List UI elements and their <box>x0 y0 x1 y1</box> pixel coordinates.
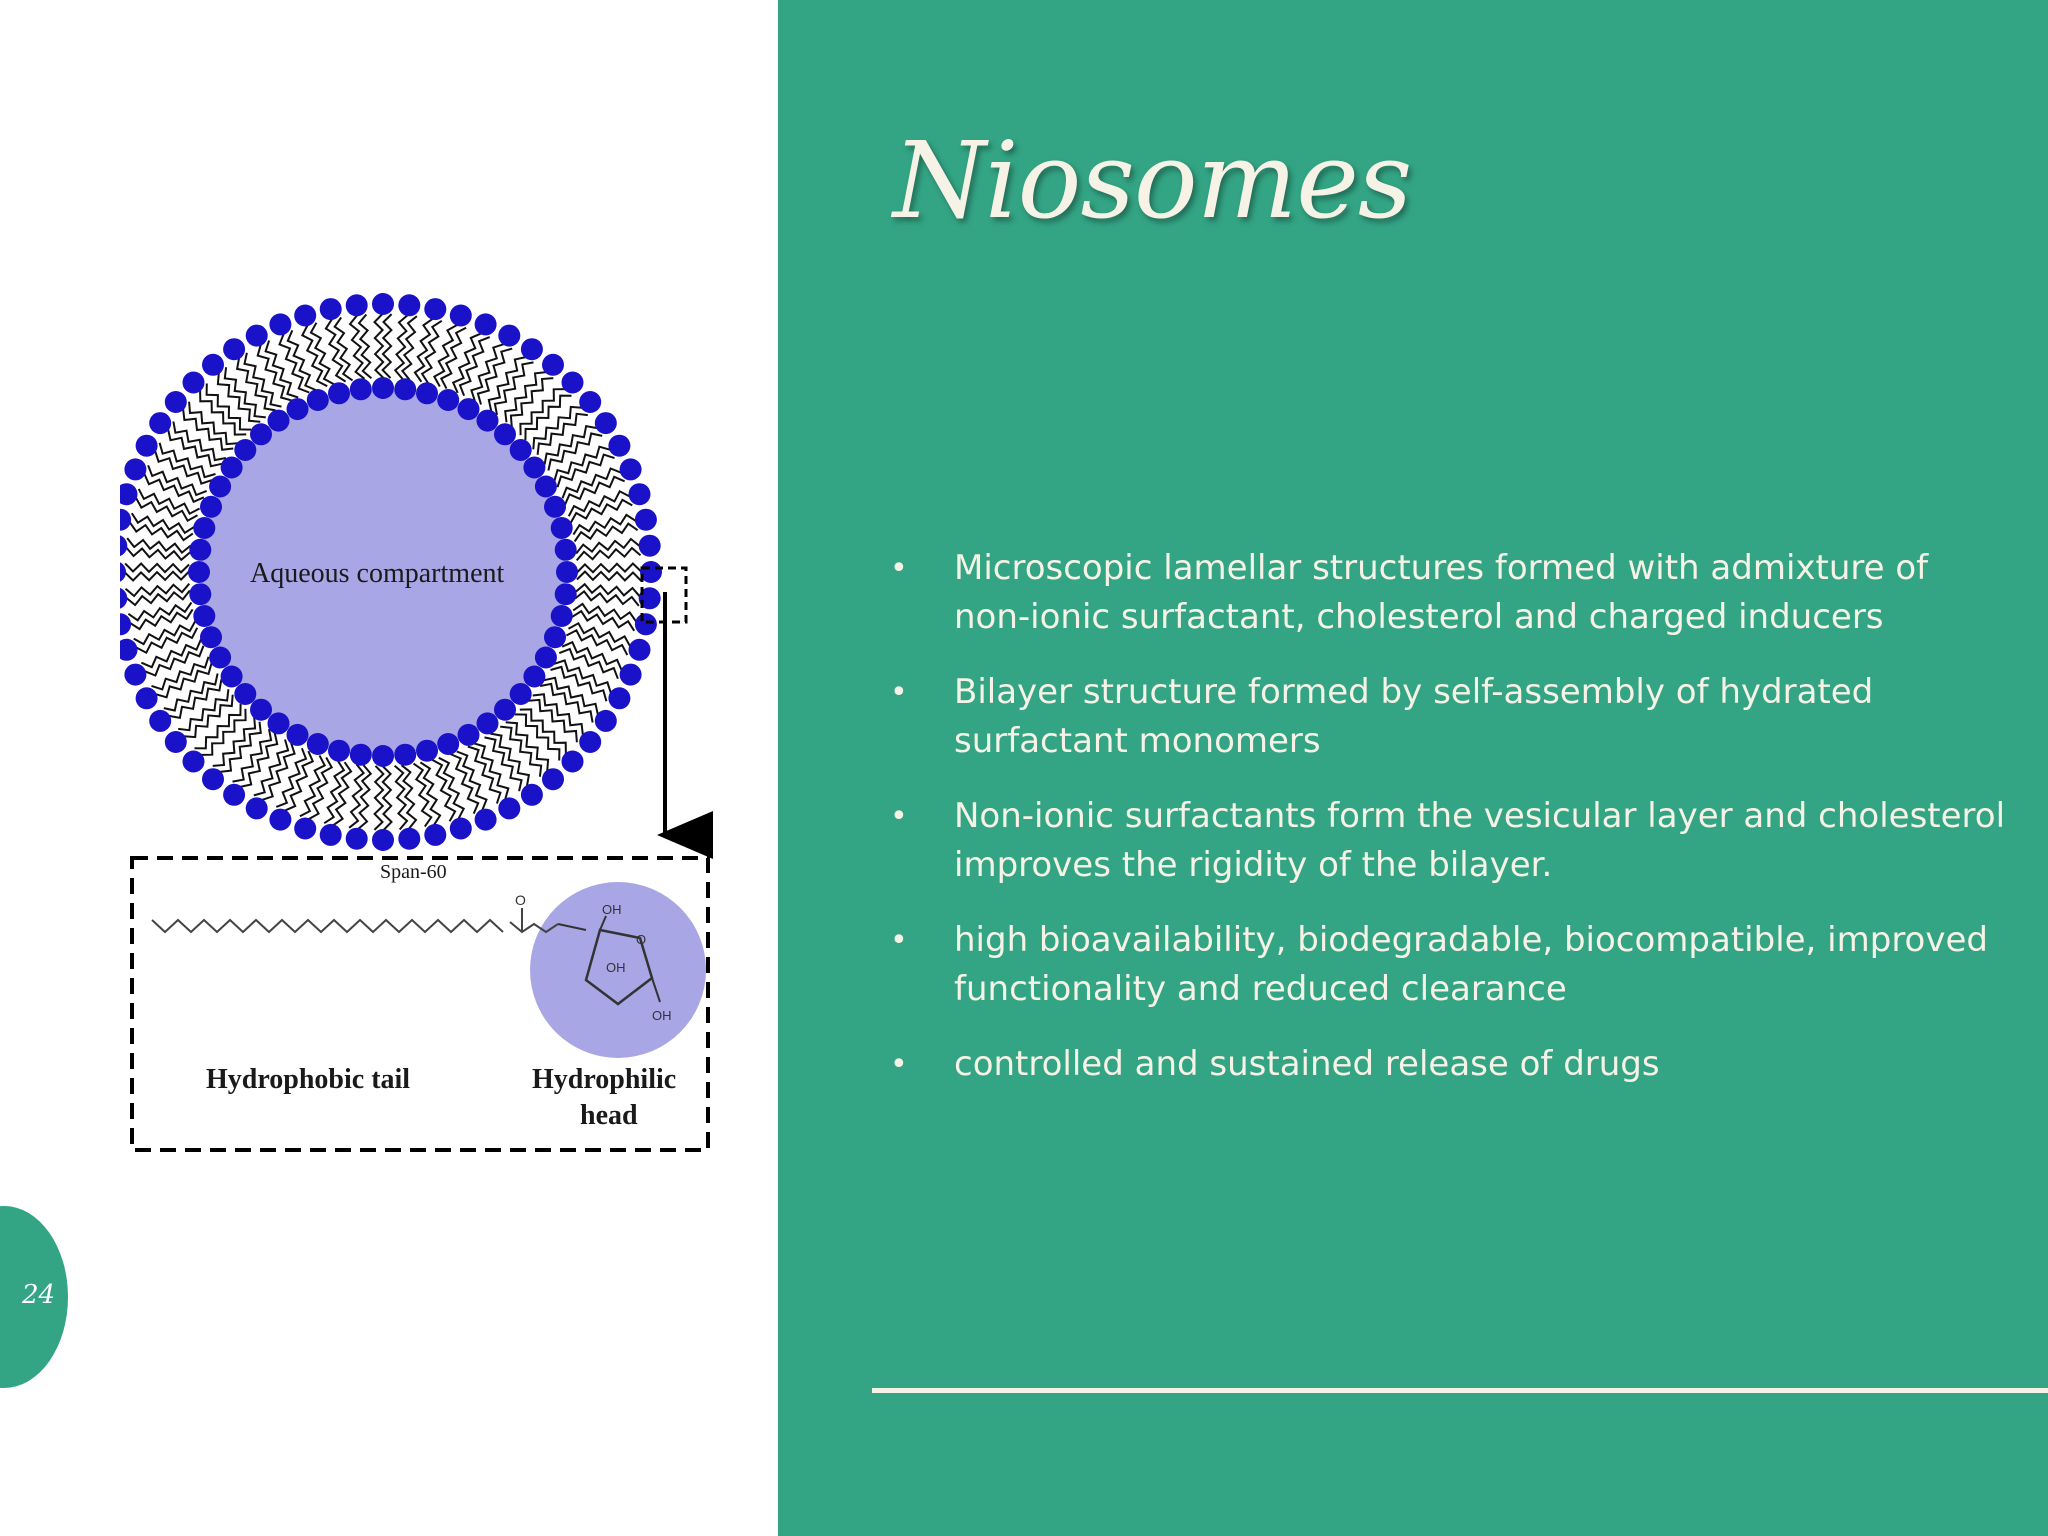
inner-lipid-head <box>437 733 459 755</box>
outer-lipid-head <box>124 458 146 480</box>
lipid-tail <box>285 751 313 811</box>
inner-lipid-head <box>437 389 459 411</box>
inner-lipid-head <box>556 561 578 583</box>
outer-lipid-head <box>639 535 661 557</box>
outer-lipid-head <box>620 458 642 480</box>
outer-lipid-head <box>120 509 131 531</box>
outer-lipid-head <box>223 784 245 806</box>
outer-lipid-head <box>183 372 205 394</box>
oh-label-2: OH <box>606 960 626 975</box>
inner-lipid-head <box>209 476 231 498</box>
inner-lipid-head <box>188 561 210 583</box>
outer-lipid-head <box>579 391 601 413</box>
outer-lipid-head <box>120 613 131 635</box>
inner-lipid-head <box>234 439 256 461</box>
inner-lipid-head <box>535 476 557 498</box>
bullet-item <box>886 916 2006 1014</box>
outer-lipid-head <box>475 313 497 335</box>
inner-lipid-head <box>555 539 577 561</box>
inner-lipid-head <box>189 583 211 605</box>
outer-lipid-head <box>498 797 520 819</box>
outer-lipid-head <box>372 829 394 851</box>
inner-lipid-head <box>307 733 329 755</box>
outer-lipid-head <box>136 435 158 457</box>
outer-lipid-head <box>521 784 543 806</box>
outer-lipid-head <box>120 535 127 557</box>
outer-lipid-head <box>165 731 187 753</box>
lipid-tail <box>474 743 508 799</box>
inner-lipid-head <box>494 699 516 721</box>
inner-lipid-head <box>221 457 243 479</box>
outer-lipid-head <box>149 710 171 732</box>
bullet-dot-icon: • <box>890 799 908 834</box>
lipid-tail <box>485 737 522 791</box>
inner-lipid-head <box>350 744 372 766</box>
outer-lipid-head <box>608 687 630 709</box>
oh-label-3: OH <box>652 1008 672 1023</box>
outer-lipid-head <box>450 818 472 840</box>
hydrophilic-head-label-1: Hydrophilic <box>532 1064 677 1095</box>
inner-lipid-head <box>416 740 438 762</box>
bullet-item <box>886 668 2006 766</box>
carbonyl-o-label: O <box>515 892 526 908</box>
outer-lipid-head <box>608 435 630 457</box>
inner-lipid-head <box>544 496 566 518</box>
outer-lipid-head <box>246 797 268 819</box>
outer-lipid-head <box>498 325 520 347</box>
outer-lipid-head <box>372 293 394 315</box>
inner-lipid-head <box>555 583 577 605</box>
oh-label-1: OH <box>602 902 622 917</box>
bullet-text: Non-ionic surfactants form the vesicular layer and cholesterol improves the rigidity of the bilayer. <box>954 796 2006 885</box>
inner-lipid-head <box>268 410 290 432</box>
lipid-tail <box>125 572 189 581</box>
hydrophobic-tail-chain <box>152 920 503 932</box>
bullet-item <box>886 544 2006 642</box>
outer-lipid-head <box>202 354 224 376</box>
bullet-dot-icon: • <box>890 551 908 586</box>
outer-lipid-head <box>246 325 268 347</box>
lipid-tail <box>577 564 641 573</box>
outer-lipid-head <box>595 710 617 732</box>
lipid-tail <box>548 434 602 471</box>
inner-lipid-head <box>458 398 480 420</box>
inner-lipid-head <box>328 740 350 762</box>
lipid-tail <box>144 474 204 502</box>
inner-lipid-head <box>551 605 573 627</box>
outer-lipid-head <box>620 664 642 686</box>
niosome-svg <box>120 280 740 1180</box>
bottom-rule <box>872 1388 2048 1393</box>
outer-lipid-head <box>579 731 601 753</box>
bullet-dot-icon: • <box>890 923 908 958</box>
inner-lipid-head <box>535 647 557 669</box>
outer-lipid-head <box>149 412 171 434</box>
outer-lipid-head <box>595 412 617 434</box>
outer-lipid-head <box>629 639 651 661</box>
outer-lipid-head <box>562 372 584 394</box>
outer-lipid-head <box>398 828 420 850</box>
bullet-text: controlled and sustained release of drugs <box>954 1044 1660 1084</box>
inner-lipid-head <box>477 712 499 734</box>
bullet-text: Bilayer structure formed by self-assembly of hydrated surfactant monomers <box>954 672 1874 761</box>
inner-lipid-head <box>234 683 256 705</box>
outer-lipid-head <box>120 639 138 661</box>
inner-lipid-head <box>221 666 243 688</box>
outer-lipid-head <box>183 751 205 773</box>
lipid-tail <box>383 766 392 830</box>
outer-lipid-head <box>346 294 368 316</box>
bullet-dot-icon: • <box>890 1047 908 1082</box>
inner-lipid-head <box>394 378 416 400</box>
inner-lipid-head <box>250 699 272 721</box>
outer-lipid-head <box>202 768 224 790</box>
inner-lipid-head <box>193 605 215 627</box>
inner-lipid-head <box>416 382 438 404</box>
lipid-tail <box>245 353 282 407</box>
outer-lipid-head <box>124 664 146 686</box>
inner-lipid-head <box>250 423 272 445</box>
outer-lipid-head <box>269 809 291 831</box>
outer-lipid-head <box>562 751 584 773</box>
inner-lipid-head <box>551 517 573 539</box>
lipid-tail <box>375 314 384 378</box>
inner-lipid-head <box>494 423 516 445</box>
slide-title: Niosomes <box>893 119 1412 242</box>
outer-lipid-head <box>521 338 543 360</box>
outer-lipid-head <box>424 824 446 846</box>
lipid-tail <box>156 663 212 697</box>
lipid-tail <box>554 447 610 481</box>
outer-lipid-head <box>320 824 342 846</box>
inner-lipid-head <box>287 398 309 420</box>
inner-lipid-head <box>510 439 532 461</box>
aqueous-label: Aqueous compartment <box>250 558 505 589</box>
inner-lipid-head <box>372 377 394 399</box>
outer-lipid-head <box>165 391 187 413</box>
outer-lipid-head <box>542 354 564 376</box>
lipid-tail <box>164 674 218 711</box>
inner-lipid-head <box>189 539 211 561</box>
outer-lipid-head <box>346 828 368 850</box>
outer-lipid-head <box>475 809 497 831</box>
inner-lipid-head <box>372 745 394 767</box>
inner-lipid-head <box>200 626 222 648</box>
lipid-tail <box>258 345 292 401</box>
hydrophilic-head-label-2: head <box>580 1100 638 1131</box>
ring-o-label: O <box>636 932 647 947</box>
bullet-item <box>886 792 2006 890</box>
span-label: Span-60 <box>380 861 447 883</box>
niosome-diagram <box>120 280 740 1180</box>
hydrophobic-tail-label: Hydrophobic tail <box>206 1064 411 1095</box>
inner-lipid-head <box>350 378 372 400</box>
outer-lipid-head <box>635 509 657 531</box>
outer-lipid-head <box>542 768 564 790</box>
inner-lipid-head <box>523 457 545 479</box>
inner-lipid-head <box>287 724 309 746</box>
inner-lipid-head <box>268 712 290 734</box>
outer-lipid-head <box>320 298 342 320</box>
outer-lipid-head <box>398 294 420 316</box>
outer-lipid-head <box>294 305 316 327</box>
inner-lipid-head <box>477 410 499 432</box>
inner-lipid-head <box>544 626 566 648</box>
outer-lipid-head <box>136 687 158 709</box>
inner-lipid-head <box>523 666 545 688</box>
inner-lipid-head <box>193 517 215 539</box>
page-number: 24 <box>22 1280 56 1310</box>
inner-lipid-head <box>394 744 416 766</box>
outer-lipid-head <box>450 305 472 327</box>
inner-lipid-head <box>200 496 222 518</box>
inner-lipid-head <box>458 724 480 746</box>
outer-lipid-head <box>629 483 651 505</box>
inner-lipid-head <box>209 647 231 669</box>
bullet-list <box>886 544 2006 1115</box>
bullet-text: Microscopic lamellar structures formed with admixture of non-ionic surfactant, cholesterol and charged inducers <box>954 548 1929 637</box>
outer-lipid-head <box>635 613 657 635</box>
outer-lipid-head <box>424 298 446 320</box>
bullet-dot-icon: • <box>890 675 908 710</box>
lipid-tail <box>562 642 622 670</box>
bullet-item <box>886 1040 2006 1089</box>
lipid-tail <box>453 333 481 393</box>
outer-lipid-head <box>120 483 138 505</box>
bullet-text: high bioavailability, biodegradable, biocompatible, improved functionality and reduced clearance <box>954 920 1988 1009</box>
inner-lipid-head <box>510 683 532 705</box>
inner-lipid-head <box>328 382 350 404</box>
outer-lipid-head <box>294 818 316 840</box>
outer-lipid-head <box>223 338 245 360</box>
outer-lipid-head <box>269 313 291 335</box>
inner-lipid-head <box>307 389 329 411</box>
